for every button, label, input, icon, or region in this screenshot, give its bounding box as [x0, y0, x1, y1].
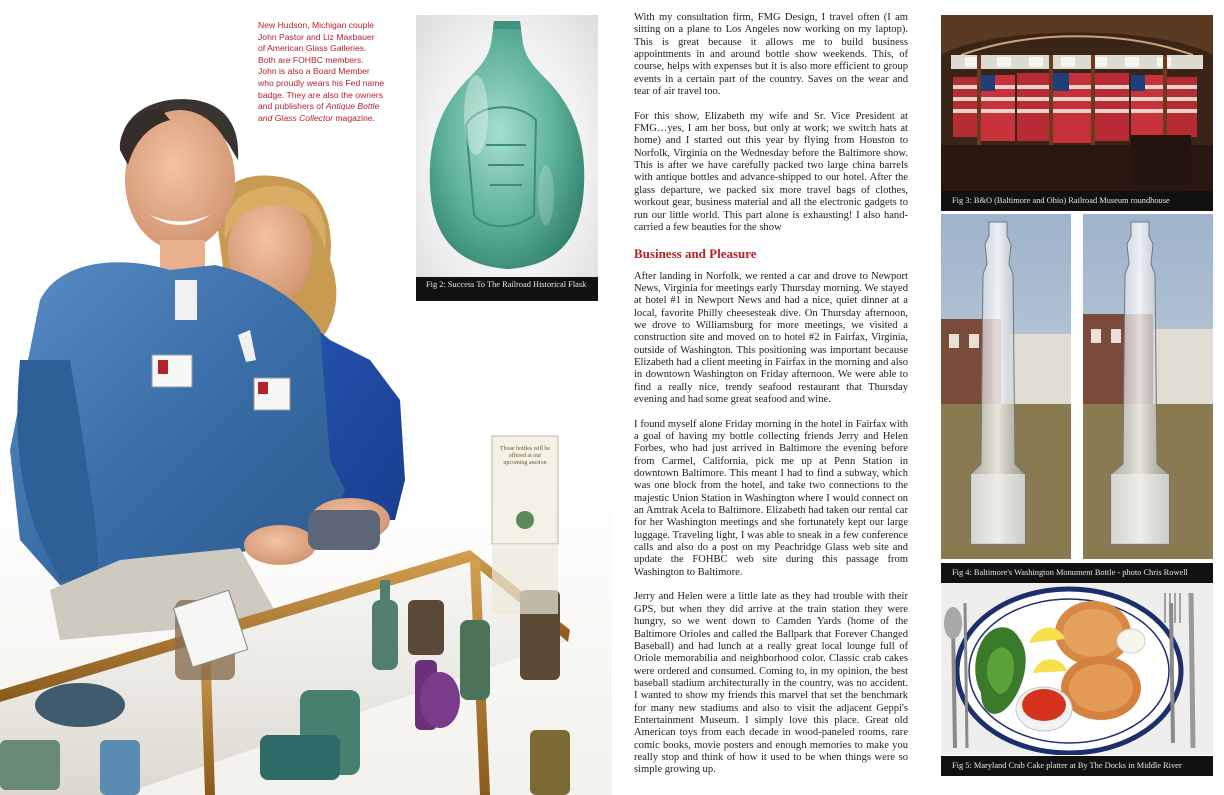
- fig5-caption: Fig 5: Maryland Crab Cake platter at By The Docks in Middle River: [941, 756, 1213, 776]
- caption-line: [258, 113, 408, 125]
- roundhouse-photo: [941, 15, 1213, 191]
- article-column: [634, 12, 908, 789]
- monument-bottle-illustration: [941, 214, 1213, 559]
- article-paragraph: After landing in Norfolk, we rented a car and drove to Newport News, Virginia for meetings early Thursday morning. We stayed at hotel #1 in Newport News and had a nice, quiet dinner at a local, favorite Philly cheesesteak dive. On Thursday afternoon, we drove to Williamsburg for more meetings, we visited a construction site and moved on to hotel #2 in Fairfax, Virginia, outside of Washington. This positioning was important because Elizabeth had a client meeting in Fairfax in the morning and also in downtown Washington on Friday afternoon. We were able to find a really nice, trendy seafood restaurant that Thursday evening and had some great seafood and wine.: [634, 270, 908, 405]
- caption-line: John is also a Board Member: [258, 66, 370, 77]
- monument-bottle-photo: [941, 214, 1213, 559]
- fig4-caption: Fig 4: Baltimore's Washington Monument Bottle - photo Chris Rowell: [941, 563, 1213, 583]
- caption-line: who proudly wears his Fed name: [258, 77, 385, 88]
- caption-line: badge. They are also the owners: [258, 89, 384, 100]
- caption-line: of American Glass Galleries.: [258, 43, 367, 54]
- caption-line: John Pastor and Liz Maxbauer: [258, 31, 375, 42]
- crab-cake-photo: [941, 583, 1213, 755]
- flask-illustration: [416, 15, 598, 277]
- article-paragraph: For this show, Elizabeth my wife and Sr. Vice President at FMG…yes, I am her boss, but only at work; we switch hats at home) and I started out this year by flying from Houston to Norfolk, Virginia on the Wednesday before the Baltimore show. This is after we have carefully packed two large china barrels with antique bottles and advance-shipped to our hotel. After the glass departure, we packed six more travel bags of clothes, workout gear, business material and all the electronic gadgets to run our little world. This part alone is exhausting! I also hand-carried a few beauties for the show: [634, 110, 908, 233]
- caption-line: [258, 101, 408, 113]
- magazine-title: and Glass Collector: [258, 112, 333, 123]
- article-paragraph: I found myself alone Friday morning in the hotel in Fairfax with a goal of having my bottle collecting friends Jerry and Helen Forbes, who had just arrived in Baltimore the evening before from Carmel, California, pick me up at Penn Station in downtown Baltimore. This meant I had to find a subway, which was one block from the hotel, and take two connections to the majestic Union Station in Washington where I would connect on an Amtrak Acela to Baltimore. Elizabeth had taken our rental car for her Washington meetings and she fortunately kept our large luggage. Traveling light, I was able to sneak in a few conference calls and also do a post on my Peachridge Glass web site and update the FOHBC web site during this passage from Washington to Baltimore.: [634, 418, 908, 578]
- flask-photo: [416, 15, 598, 277]
- section-heading: Business and Pleasure: [634, 245, 757, 261]
- caption-text: and publishers of: [258, 101, 324, 112]
- article-paragraph: With my consultation firm, FMG Design, I travel often (I am sitting on a plane to Los Angeles now working on my laptop). This is great because it allows me to build business appointments in and around bottle show weekends. This, of course, helps with expenses but it is also more efficient to group events in a certain part of the country. Saves on the wear and tear of air travel too.: [634, 12, 908, 98]
- caption-line: Both are FOHBC members.: [258, 54, 364, 65]
- fig3-caption: Fig 3: B&O (Baltimore and Ohio) Railroad Museum roundhouse: [941, 191, 1213, 211]
- roundhouse-illustration: [941, 15, 1213, 191]
- caption-line: New Hudson, Michigan couple: [258, 20, 375, 30]
- crab-cake-illustration: [941, 583, 1213, 755]
- caption-text: magazine.: [333, 112, 376, 123]
- display-card-text: Those bottles will be offered at our upcoming auction: [499, 446, 551, 466]
- couple-caption: [258, 20, 408, 124]
- fig2-caption: Fig 2: Success To The Railroad Historical Flask: [416, 277, 598, 301]
- magazine-title: Antique Bottle: [325, 101, 380, 112]
- article-paragraph: Jerry and Helen were a little late as they had trouble with their GPS, but when they did arrive at the train station they were hungry, so we went down to Camden Yards (home of the Baltimore Orioles and called the Ballpark that Forever Changed Baseball) and had lunch at a really great local lounge full of Oriole memorabilia and neighborhood color. Classic crab cakes were ordered and consumed. Coming to, in my opinion, the best baseball stadium architecturally in the country, was no accident. I wanted to show my friends this marvel that set the benchmark for many new stadiums and also to visit the adjacent Geppi's Entertainment Museum. I simply love this place. Great old American toys from each decade in wood-paneled rooms, rare comic books, movie posters and enough memories to make you really stop and think of how it used to be when things were so simple growing up.: [634, 591, 908, 776]
